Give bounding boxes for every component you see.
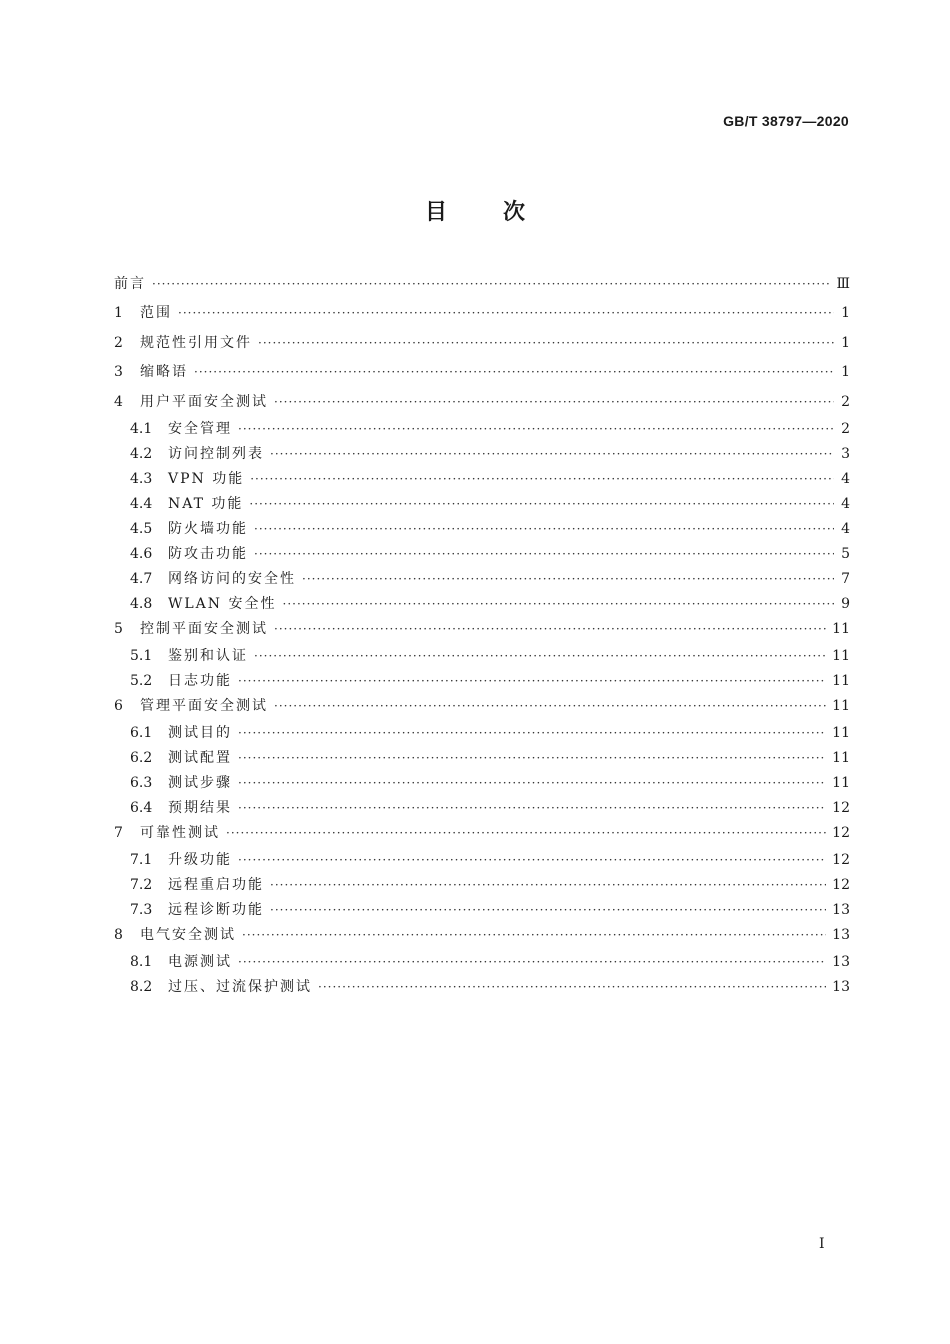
toc-entry[interactable] xyxy=(114,977,850,1002)
toc-entry[interactable] xyxy=(114,594,850,619)
toc-entry[interactable] xyxy=(114,419,850,444)
toc-entry-number: 8.2 xyxy=(130,978,153,995)
toc-entry[interactable] xyxy=(114,773,850,798)
table-of-contents xyxy=(114,274,850,1002)
toc-entry[interactable] xyxy=(114,798,850,823)
toc-dot-leader xyxy=(226,823,826,843)
toc-dot-leader xyxy=(238,671,826,691)
toc-entry-title: 电气安全测试 xyxy=(140,926,236,943)
toc-dot-leader xyxy=(238,850,826,870)
toc-entry[interactable] xyxy=(114,748,850,773)
toc-entry-title: 前言 xyxy=(114,276,146,292)
toc-entry[interactable] xyxy=(114,274,850,303)
toc-entry-number: 7.3 xyxy=(130,901,153,918)
toc-entry-title: 管理平面安全测试 xyxy=(140,697,268,714)
toc-entry-page: 7 xyxy=(841,570,850,587)
toc-entry-number: 6.2 xyxy=(130,749,153,766)
toc-entry-page: 2 xyxy=(841,393,850,410)
toc-entry-number: 4.8 xyxy=(130,595,153,612)
toc-dot-leader xyxy=(274,392,834,412)
toc-entry-title: 缩略语 xyxy=(140,364,188,381)
toc-entry[interactable] xyxy=(114,333,850,362)
toc-entry-number: 4 xyxy=(114,393,123,410)
toc-entry[interactable] xyxy=(114,875,850,900)
toc-entry-title: 防火墙功能 xyxy=(168,520,248,537)
toc-entry-title: 远程诊断功能 xyxy=(168,901,264,918)
toc-entry-page: 13 xyxy=(832,901,850,918)
toc-entry-number: 4.4 xyxy=(130,495,153,512)
toc-entry[interactable] xyxy=(114,823,850,850)
toc-entry-title: 预期结果 xyxy=(168,799,232,816)
toc-entry-page: 11 xyxy=(832,697,850,714)
toc-dot-leader xyxy=(270,875,826,895)
toc-entry-page: 12 xyxy=(832,824,850,841)
toc-dot-leader xyxy=(270,444,834,464)
toc-entry-number: 8.1 xyxy=(130,953,153,970)
toc-dot-leader xyxy=(270,900,826,920)
toc-entry-page: Ⅲ xyxy=(836,276,850,292)
toc-dot-leader xyxy=(178,303,834,323)
toc-entry-title: WLAN 安全性 xyxy=(168,595,277,612)
toc-dot-leader xyxy=(254,646,826,666)
toc-entry[interactable] xyxy=(114,544,850,569)
toc-entry-number: 2 xyxy=(114,334,123,351)
toc-dot-leader xyxy=(274,696,826,716)
toc-dot-leader xyxy=(283,594,835,614)
toc-entry-page: 11 xyxy=(832,724,850,741)
toc-entry-number: 7 xyxy=(114,824,123,841)
toc-entry-page: 1 xyxy=(841,334,850,351)
toc-entry-number: 7.2 xyxy=(130,876,153,893)
toc-entry-title: 可靠性测试 xyxy=(140,824,220,841)
toc-entry-title: 电源测试 xyxy=(168,953,232,970)
toc-entry-number: 6 xyxy=(114,697,123,714)
toc-entry-title: 范围 xyxy=(140,305,172,322)
toc-dot-leader xyxy=(238,748,826,768)
toc-entry-title: 测试目的 xyxy=(168,724,232,741)
toc-entry-title: 安全管理 xyxy=(168,420,232,437)
toc-entry-number: 5 xyxy=(114,620,123,637)
toc-entry-page: 13 xyxy=(832,953,850,970)
toc-entry-page: 11 xyxy=(832,647,850,664)
toc-entry-title: 过压、过流保护测试 xyxy=(168,978,312,995)
toc-entry-title: 用户平面安全测试 xyxy=(140,393,268,410)
toc-entry-page: 11 xyxy=(832,620,850,637)
toc-entry-number: 5.2 xyxy=(130,672,153,689)
toc-dot-leader xyxy=(249,494,834,514)
toc-entry-number: 8 xyxy=(114,926,123,943)
toc-dot-leader xyxy=(238,773,826,793)
toc-entry[interactable] xyxy=(114,900,850,925)
toc-entry[interactable] xyxy=(114,646,850,671)
toc-entry-title: 日志功能 xyxy=(168,672,232,689)
toc-entry[interactable] xyxy=(114,569,850,594)
toc-dot-leader xyxy=(194,362,834,382)
toc-entry-title: 防攻击功能 xyxy=(168,545,248,562)
toc-entry-title: 测试配置 xyxy=(168,749,232,766)
toc-entry-number: 1 xyxy=(114,305,123,322)
toc-entry-number: 4.2 xyxy=(130,445,153,462)
toc-dot-leader xyxy=(242,925,826,945)
toc-dot-leader xyxy=(254,544,834,564)
toc-entry-title: 鉴别和认证 xyxy=(168,647,248,664)
toc-entry-number: 6.1 xyxy=(130,724,153,741)
toc-dot-leader xyxy=(302,569,834,589)
toc-entry[interactable] xyxy=(114,925,850,952)
toc-dot-leader xyxy=(238,952,826,972)
page-number: I xyxy=(819,1236,825,1252)
toc-entry-page: 12 xyxy=(832,851,850,868)
toc-entry-page: 3 xyxy=(841,445,850,462)
toc-entry-page: 12 xyxy=(832,799,850,816)
toc-entry-number: 4.6 xyxy=(130,545,153,562)
toc-entry-number: 3 xyxy=(114,364,123,381)
toc-entry[interactable] xyxy=(114,469,850,494)
toc-entry-page: 5 xyxy=(841,545,850,562)
toc-entry-title: 升级功能 xyxy=(168,851,232,868)
toc-entry-page: 12 xyxy=(832,876,850,893)
toc-entry[interactable] xyxy=(114,619,850,646)
toc-entry-page: 4 xyxy=(841,495,850,512)
toc-dot-leader xyxy=(238,419,834,439)
toc-entry-title: 网络访问的安全性 xyxy=(168,570,296,587)
toc-entry-number: 7.1 xyxy=(130,851,153,868)
toc-entry-title: VPN 功能 xyxy=(168,470,245,487)
toc-entry-page: 9 xyxy=(841,595,850,612)
toc-entry[interactable] xyxy=(114,723,850,748)
toc-entry-page: 13 xyxy=(832,926,850,943)
toc-dot-leader xyxy=(318,977,826,997)
toc-entry-page: 2 xyxy=(841,420,850,437)
page-title-char-1: 目 xyxy=(424,200,447,225)
toc-entry-page: 11 xyxy=(832,749,850,766)
toc-dot-leader xyxy=(152,274,830,294)
toc-entry-page: 11 xyxy=(832,774,850,791)
toc-dot-leader xyxy=(254,519,834,539)
toc-entry[interactable] xyxy=(114,303,850,332)
toc-entry[interactable] xyxy=(114,850,850,875)
toc-entry[interactable] xyxy=(114,362,850,391)
toc-entry[interactable] xyxy=(114,952,850,977)
toc-entry-title: NAT 功能 xyxy=(168,495,244,512)
toc-entry[interactable] xyxy=(114,519,850,544)
toc-entry-title: 测试步骤 xyxy=(168,774,232,791)
page-title-char-2: 次 xyxy=(503,200,526,225)
toc-entry-title: 远程重启功能 xyxy=(168,876,264,893)
toc-entry[interactable] xyxy=(114,444,850,469)
toc-entry[interactable] xyxy=(114,696,850,723)
toc-entry-page: 4 xyxy=(841,470,850,487)
toc-entry[interactable] xyxy=(114,392,850,419)
toc-dot-leader xyxy=(258,333,834,353)
toc-entry-number: 6.4 xyxy=(130,799,153,816)
toc-entry-number: 4.7 xyxy=(130,570,153,587)
page-title xyxy=(0,195,950,226)
toc-entry-number: 5.1 xyxy=(130,647,153,664)
toc-entry[interactable] xyxy=(114,494,850,519)
toc-entry-page: 4 xyxy=(841,520,850,537)
toc-dot-leader xyxy=(274,619,826,639)
toc-dot-leader xyxy=(238,723,826,743)
toc-entry-number: 4.5 xyxy=(130,520,153,537)
toc-entry[interactable] xyxy=(114,671,850,696)
toc-dot-leader xyxy=(238,798,826,818)
toc-entry-number: 6.3 xyxy=(130,774,153,791)
toc-entry-number: 4.1 xyxy=(130,420,153,437)
toc-entry-page: 1 xyxy=(841,305,850,322)
standard-code: GB/T 38797—2020 xyxy=(723,113,849,129)
toc-dot-leader xyxy=(250,469,834,489)
toc-entry-title: 规范性引用文件 xyxy=(140,334,252,351)
toc-entry-page: 11 xyxy=(832,672,850,689)
toc-entry-number: 4.3 xyxy=(130,470,153,487)
toc-entry-title: 控制平面安全测试 xyxy=(140,620,268,637)
toc-entry-page: 13 xyxy=(832,978,850,995)
toc-entry-title: 访问控制列表 xyxy=(168,445,264,462)
toc-entry-page: 1 xyxy=(841,364,850,381)
